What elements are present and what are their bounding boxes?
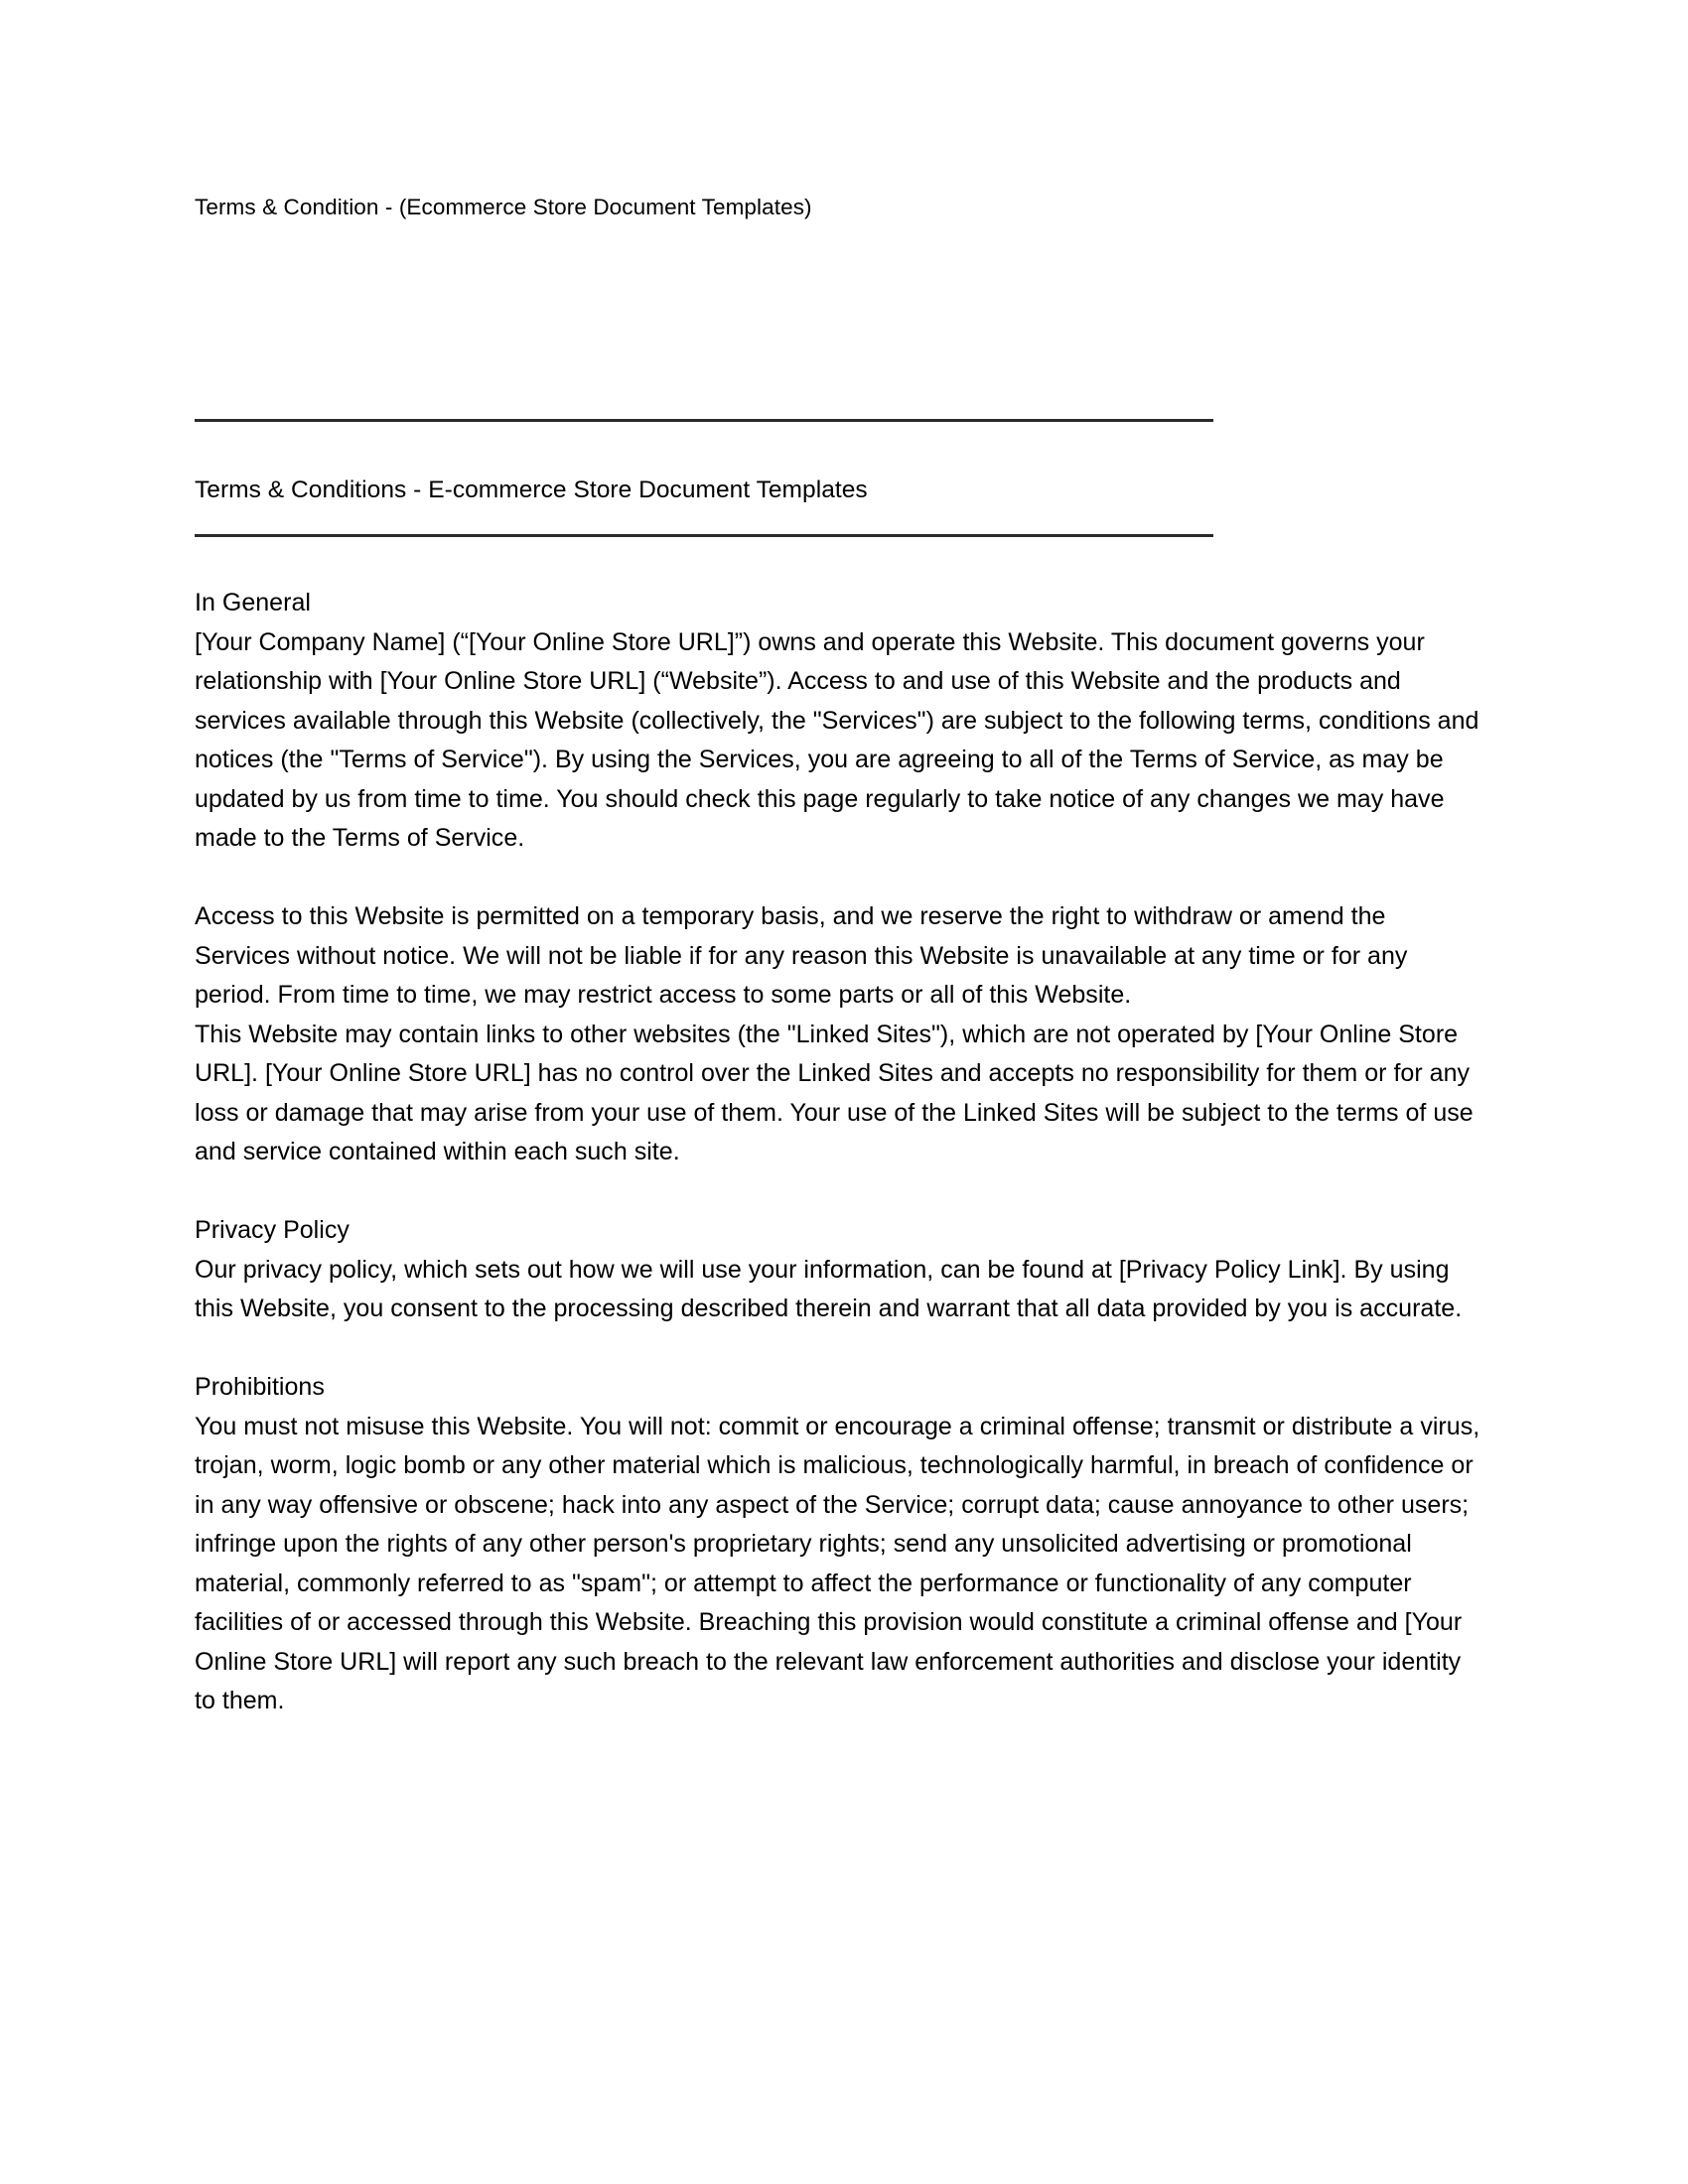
section-heading: In General [195, 589, 311, 616]
paragraph: Access to this Website is permitted on a temporary basis, and we reserve the right to withdraw or amend the Services without notice. We will not be liable if for any reason this Website is unavailable at any time or for any period. From time to time, we may restrict access to some parts or all of this Website. [195, 902, 1408, 1009]
section-in-general [195, 584, 1485, 1172]
document-body [195, 584, 1485, 1721]
section-heading: Prohibitions [195, 1373, 325, 1401]
paragraph-spacer [195, 859, 1485, 898]
horizontal-rule-bottom [195, 534, 1213, 537]
paragraph: You must not misuse this Website. You will not: commit or encourage a criminal offense; transmit or distribute a virus, trojan, worm, logic bomb or any other material which is malicious, technologically harmful, in breach of confidence or in any way offensive or obscene; hack into any aspect of the Service; corrupt data; cause annoyance to other users; infringe upon the rights of any other person's proprietary rights; send any unsolicited advertising or promotional material, commonly referred to as "spam"; or attempt to affect the performance or functionality of any computer facilities of or accessed through this Website. Breaching this provision would constitute a criminal offense and [Your Online Store URL] will report any such breach to the relevant law enforcement authorities and disclose your identity to them. [195, 1412, 1480, 1714]
document-title: Terms & Condition - (Ecommerce Store Document Templates) [195, 195, 812, 219]
paragraph: This Website may contain links to other websites (the "Linked Sites"), which are not operated by [Your Online Store URL]. [Your Online Store URL] has no control over the Linked Sites and accepts no responsibility for them or for any loss or damage that may arise from your use of them. Your use of the Linked Sites will be subject to the terms of use and service contained within each such site. [195, 1020, 1474, 1165]
paragraph: [Your Company Name] (“[Your Online Store URL]”) owns and operate this Website. This document governs your relationship with [Your Online Store URL] (“Website”). Access to and use of this Website and the products and services available through this Website (collectively, the "Services") are subject to the following terms, conditions and notices (the "Terms of Service"). By using the Services, you are agreeing to all of the Terms of Service, as may be updated by us from time to time. You should check this page regularly to take notice of any changes we may have made to the Terms of Service. [195, 627, 1479, 852]
section-spacer [195, 1172, 1485, 1212]
section-prohibitions [195, 1368, 1485, 1721]
section-spacer [195, 1329, 1485, 1369]
section-privacy-policy [195, 1211, 1485, 1329]
paragraph: Our privacy policy, which sets out how we will use your information, can be found at [Privacy Policy Link]. By using this Website, you consent to the processing described therein and warrant that all data provided by you is accurate. [195, 1255, 1463, 1322]
document-subtitle: Terms & Conditions - E-commerce Store Document Templates [195, 477, 868, 503]
section-heading: Privacy Policy [195, 1216, 350, 1244]
horizontal-rule-top [195, 419, 1213, 422]
